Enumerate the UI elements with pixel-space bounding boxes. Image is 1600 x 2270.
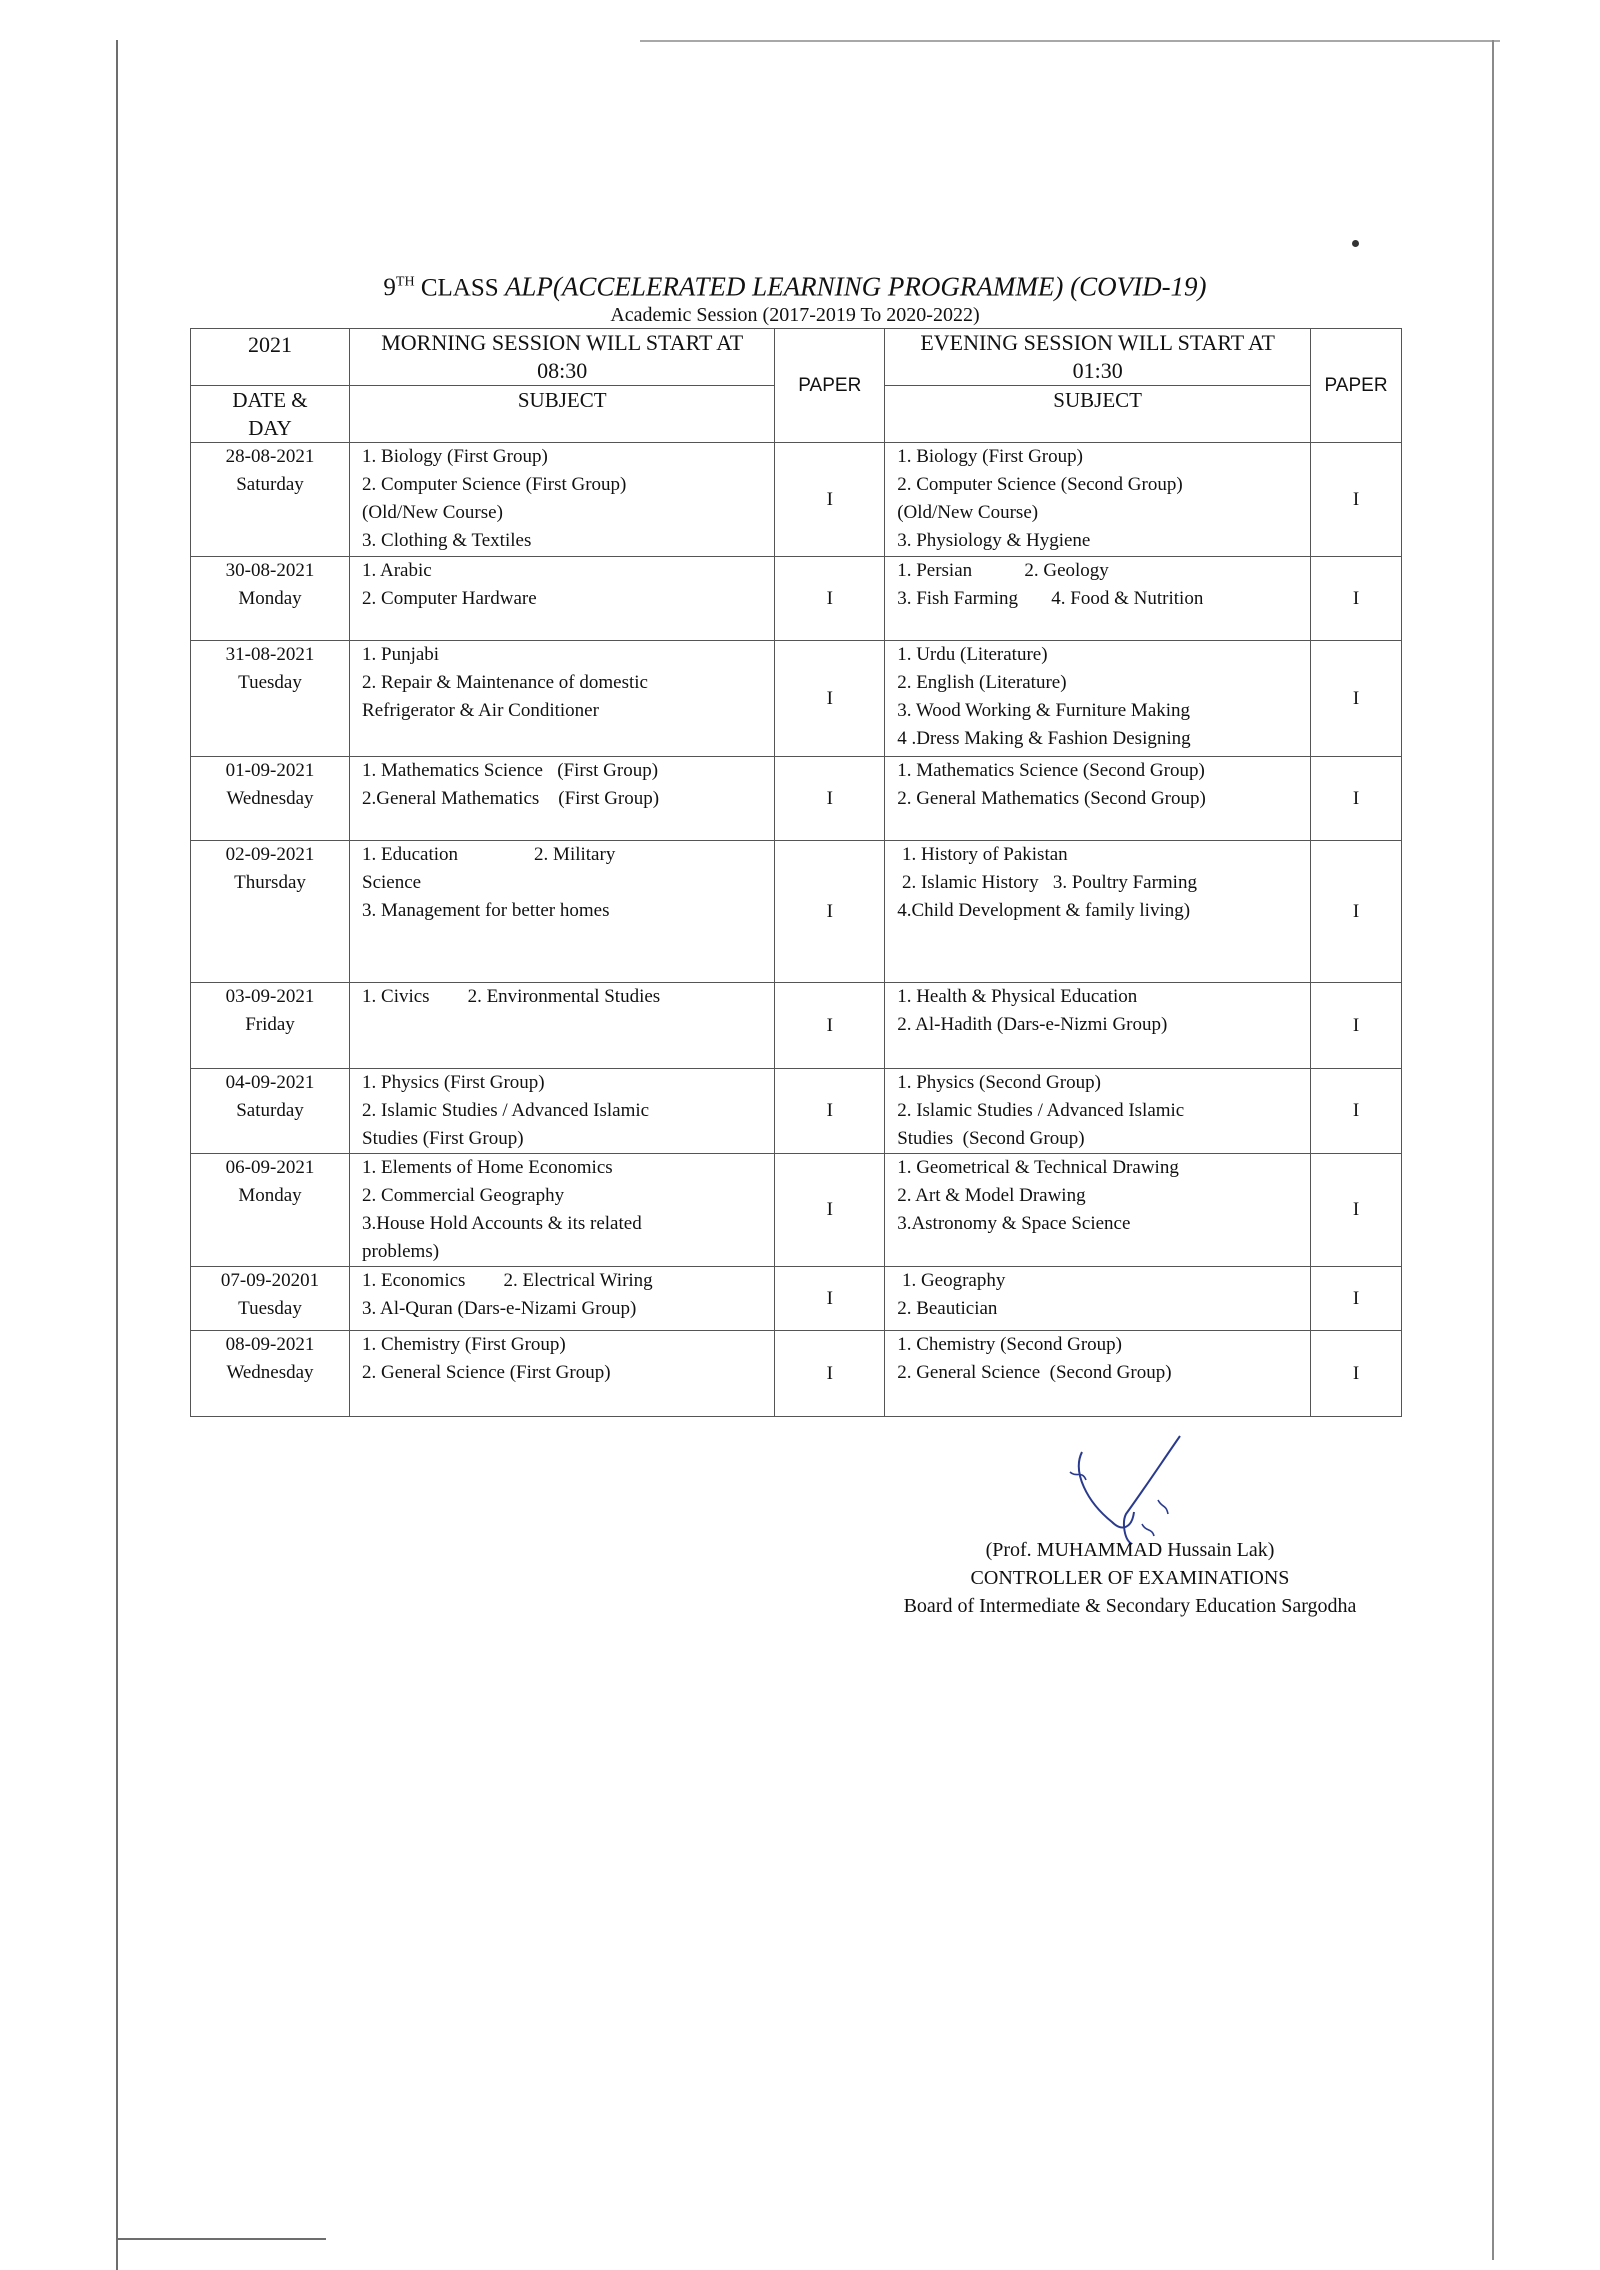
- subject-line: 2. Commercial Geography: [362, 1185, 565, 1206]
- signatory-organization: Board of Intermediate & Secondary Education Sargodha: [903, 1595, 1357, 1617]
- morning-paper-cell: I: [775, 1069, 885, 1154]
- subject-line: 1. Mathematics Science (Second Group): [897, 760, 1205, 781]
- subject-line: 2. Islamic Studies / Advanced Islamic: [897, 1100, 1185, 1121]
- evening-subject-heading: SUBJECT: [885, 386, 1311, 443]
- schedule-row: [191, 757, 1402, 841]
- exam-date: 03-09-2021: [225, 986, 315, 1007]
- evening-paper-cell: I: [1311, 1154, 1402, 1267]
- subject-line: 2. Islamic Studies / Advanced Islamic: [362, 1100, 650, 1121]
- evening-paper-cell: I: [1311, 841, 1402, 983]
- schedule-row: [191, 841, 1402, 983]
- subject-line: 3. Clothing & Textiles: [362, 530, 532, 551]
- subject-line: 1. Geography: [897, 1270, 1006, 1291]
- class-word: CLASS: [420, 274, 499, 302]
- morning-paper-cell: I: [775, 983, 885, 1069]
- date-day-cell: [191, 1331, 350, 1417]
- date-sheet-table: [190, 328, 1402, 1417]
- date-day-cell: [191, 841, 350, 983]
- subject-line: 2.General Mathematics (First Group): [362, 788, 660, 809]
- morning-subjects-cell: [350, 1154, 775, 1267]
- grade: 9TH: [383, 274, 415, 302]
- date-day-cell: [191, 443, 350, 557]
- subject-line: Studies (First Group): [362, 1128, 524, 1149]
- evening-subjects-cell: [885, 983, 1311, 1069]
- subject-line: 2. General Science (First Group): [362, 1362, 611, 1383]
- subject-line: 2. Art & Model Drawing: [897, 1185, 1086, 1206]
- schedule-row: [191, 1331, 1402, 1417]
- subject-line: 2. Islamic History 3. Poultry Farming: [897, 872, 1197, 893]
- scan-border-top: [640, 40, 1500, 42]
- subject-line: Studies (Second Group): [897, 1128, 1085, 1149]
- signatory-designation: CONTROLLER OF EXAMINATIONS: [970, 1567, 1290, 1589]
- morning-paper-cell: I: [775, 757, 885, 841]
- evening-paper-cell: I: [1311, 1331, 1402, 1417]
- signatory-name: (Prof. MUHAMMAD Hussain Lak): [985, 1539, 1275, 1561]
- exam-date: 31-08-2021: [225, 644, 315, 665]
- morning-subjects-cell: [350, 1331, 775, 1417]
- exam-day: Monday: [238, 1185, 302, 1206]
- exam-date: 08-09-2021: [225, 1334, 315, 1355]
- subject-line: 1. Elements of Home Economics: [362, 1157, 613, 1178]
- evening-paper-cell: I: [1311, 1069, 1402, 1154]
- exam-day: Saturday: [236, 474, 304, 495]
- morning-subjects-cell: [350, 757, 775, 841]
- date-day-cell: [191, 641, 350, 757]
- subject-line: 3. Al-Quran (Dars-e-Nizami Group): [362, 1298, 637, 1319]
- morning-subjects-cell: [350, 1069, 775, 1154]
- date-day-cell: [191, 757, 350, 841]
- subject-line: 1. Physics (Second Group): [897, 1072, 1101, 1093]
- exam-day: Monday: [238, 588, 302, 609]
- morning-paper-cell: I: [775, 1154, 885, 1267]
- header-row-1: [191, 329, 1402, 386]
- evening-subjects-cell: [885, 557, 1311, 641]
- schedule-row: [191, 443, 1402, 557]
- exam-day: Saturday: [236, 1100, 304, 1121]
- evening-subjects-cell: [885, 1154, 1311, 1267]
- evening-paper-cell: I: [1311, 557, 1402, 641]
- exam-date: 06-09-2021: [225, 1157, 315, 1178]
- subject-line: 2. General Mathematics (Second Group): [897, 788, 1206, 809]
- subject-line: 2. General Science (Second Group): [897, 1362, 1172, 1383]
- morning-subjects-cell: [350, 443, 775, 557]
- schedule-row: [191, 983, 1402, 1069]
- exam-day: Wednesday: [226, 788, 314, 809]
- subject-line: 1. Urdu (Literature): [897, 644, 1048, 665]
- exam-day: Wednesday: [226, 1362, 314, 1383]
- subject-line: 3.Astronomy & Space Science: [897, 1213, 1131, 1234]
- morning-session-heading: MORNING SESSION WILL START AT 08:30: [350, 329, 775, 386]
- subject-line: 3. Fish Farming 4. Food & Nutrition: [897, 588, 1204, 609]
- subject-line: 1. Persian 2. Geology: [897, 560, 1109, 581]
- subject-line: 1. Chemistry (Second Group): [897, 1334, 1122, 1355]
- schedule-row: [191, 1069, 1402, 1154]
- evening-subjects-cell: [885, 1331, 1311, 1417]
- evening-subjects-cell: [885, 1267, 1311, 1331]
- date-day-cell: [191, 983, 350, 1069]
- academic-session: Academic Session (2017-2019 To 2020-2022): [610, 304, 980, 326]
- morning-paper-cell: I: [775, 557, 885, 641]
- document-title: [190, 266, 1400, 305]
- subject-line: 1. Physics (First Group): [362, 1072, 545, 1093]
- subject-line: 2. English (Literature): [897, 672, 1067, 693]
- subject-line: (Old/New Course): [897, 502, 1039, 523]
- subject-line: (Old/New Course): [362, 502, 503, 523]
- evening-subjects-cell: [885, 641, 1311, 757]
- subject-line: 2. Computer Science (First Group): [362, 474, 627, 495]
- evening-paper-cell: I: [1311, 983, 1402, 1069]
- schedule-row: [191, 1267, 1402, 1331]
- subject-line: 1. Punjabi: [362, 644, 440, 665]
- subject-line: 1. Education 2. Military: [362, 844, 616, 865]
- morning-subject-heading: SUBJECT: [350, 386, 775, 443]
- morning-paper-cell: I: [775, 443, 885, 557]
- subject-line: 2. Computer Science (Second Group): [897, 474, 1183, 495]
- date-day-cell: [191, 1154, 350, 1267]
- evening-paper-cell: I: [1311, 443, 1402, 557]
- morning-subjects-cell: [350, 841, 775, 983]
- subject-line: 1. Economics 2. Electrical Wiring: [362, 1270, 653, 1291]
- subject-line: 1. Health & Physical Education: [897, 986, 1138, 1007]
- year-cell: 2021: [191, 329, 350, 386]
- evening-subjects-cell: [885, 757, 1311, 841]
- morning-subjects-cell: [350, 983, 775, 1069]
- exam-date: 28-08-2021: [225, 446, 315, 467]
- morning-paper-cell: I: [775, 641, 885, 757]
- subject-line: 3. Wood Working & Furniture Making: [897, 700, 1191, 721]
- scan-border-bottom: [116, 2238, 326, 2240]
- date-day-cell: [191, 557, 350, 641]
- subject-line: Refrigerator & Air Conditioner: [362, 700, 599, 721]
- subject-line: 3. Management for better homes: [362, 900, 610, 921]
- subject-line: Science: [362, 872, 422, 893]
- morning-subjects-cell: [350, 641, 775, 757]
- morning-subjects-cell: [350, 1267, 775, 1331]
- subject-line: 4.Child Development & family living): [897, 900, 1191, 921]
- programme-name: ALP(ACCELERATED LEARNING PROGRAMME) (COVID-19): [504, 271, 1207, 302]
- subject-line: 1. Civics 2. Environmental Studies: [362, 986, 661, 1007]
- morning-paper-cell: I: [775, 841, 885, 983]
- morning-subjects-cell: [350, 557, 775, 641]
- date-day-heading: DATE & DAY: [191, 386, 350, 443]
- schedule-row: [191, 557, 1402, 641]
- scan-border-right: [1492, 40, 1494, 2260]
- evening-subjects-cell: [885, 443, 1311, 557]
- exam-date: 07-09-20201: [220, 1270, 320, 1291]
- subject-line: 3. Physiology & Hygiene: [897, 530, 1091, 551]
- schedule-row: [191, 641, 1402, 757]
- subject-line: 2. Al-Hadith (Dars-e-Nizmi Group): [897, 1014, 1168, 1035]
- signatory-block: [840, 1536, 1420, 1620]
- subject-line: 2. Beautician: [897, 1298, 998, 1319]
- subject-line: 1. Biology (First Group): [897, 446, 1083, 467]
- date-day-cell: [191, 1069, 350, 1154]
- subject-line: 1. Biology (First Group): [362, 446, 548, 467]
- subject-line: 1. History of Pakistan: [897, 844, 1068, 865]
- subject-line: 2. Computer Hardware: [362, 588, 537, 609]
- ink-spot: [1352, 240, 1359, 247]
- exam-date: 04-09-2021: [225, 1072, 315, 1093]
- subject-line: 2. Repair & Maintenance of domestic: [362, 672, 648, 693]
- evening-paper-cell: I: [1311, 757, 1402, 841]
- evening-subjects-cell: [885, 841, 1311, 983]
- exam-date: 02-09-2021: [225, 844, 315, 865]
- exam-date: 01-09-2021: [225, 760, 315, 781]
- exam-day: Tuesday: [238, 672, 302, 693]
- evening-paper-cell: I: [1311, 1267, 1402, 1331]
- subject-line: 1. Chemistry (First Group): [362, 1334, 566, 1355]
- date-day-cell: [191, 1267, 350, 1331]
- subject-line: 1. Mathematics Science (First Group): [362, 760, 659, 781]
- subject-line: problems): [362, 1241, 440, 1262]
- scan-border-left: [116, 40, 118, 2270]
- exam-day: Friday: [245, 1014, 295, 1035]
- signature-scribble: [1062, 1432, 1192, 1552]
- morning-paper-heading: PAPER: [775, 329, 885, 443]
- exam-day: Tuesday: [238, 1298, 302, 1319]
- subject-line: 3.House Hold Accounts & its related: [362, 1213, 642, 1234]
- subject-line: 1. Arabic: [362, 560, 432, 581]
- evening-session-heading: EVENING SESSION WILL START AT 01:30: [885, 329, 1311, 386]
- subject-line: 1. Geometrical & Technical Drawing: [897, 1157, 1179, 1178]
- schedule-row: [191, 1154, 1402, 1267]
- morning-paper-cell: I: [775, 1331, 885, 1417]
- evening-paper-heading: PAPER: [1311, 329, 1402, 443]
- exam-date: 30-08-2021: [225, 560, 315, 581]
- evening-subjects-cell: [885, 1069, 1311, 1154]
- subject-line: 4 .Dress Making & Fashion Designing: [897, 728, 1191, 749]
- morning-paper-cell: I: [775, 1267, 885, 1331]
- exam-day: Thursday: [234, 872, 306, 893]
- evening-paper-cell: I: [1311, 641, 1402, 757]
